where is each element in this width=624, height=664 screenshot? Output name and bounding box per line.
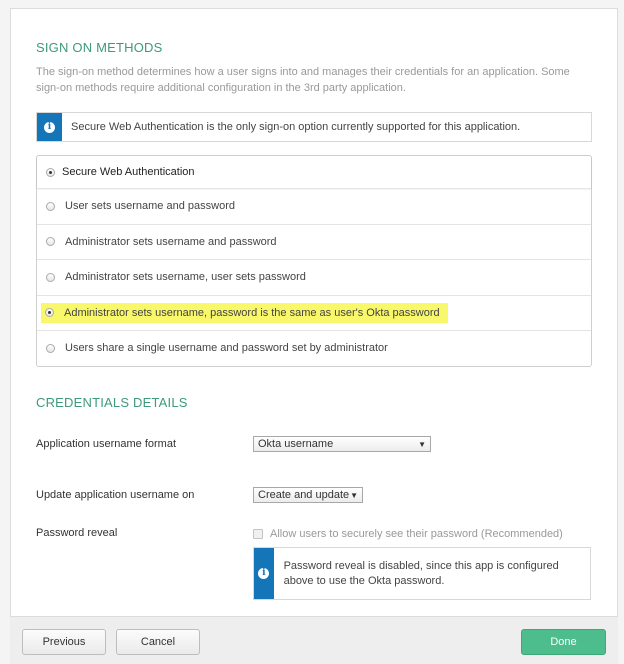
option-user-sets-credentials[interactable] — [37, 188, 591, 224]
sign-on-methods-heading: SIGN ON METHODS — [36, 40, 163, 55]
sign-on-description: The sign-on method determines how a user signs into and manages their credentials for an application. Some sign-on methods require additional configuration in the 3rd party application. — [36, 66, 570, 94]
update-on-value: Create and update — [258, 489, 350, 501]
radio-icon[interactable] — [46, 237, 55, 246]
credentials-details-heading: CREDENTIALS DETAILS — [36, 395, 188, 410]
option-label: User sets username and password — [65, 200, 235, 213]
info-icon-block — [37, 113, 62, 141]
option-admin-username-user-password[interactable] — [37, 259, 591, 295]
option-admin-sets-credentials[interactable] — [37, 224, 591, 260]
option-admin-username-okta-password[interactable] — [37, 295, 591, 331]
radio-icon[interactable] — [46, 344, 55, 353]
info-icon: i — [44, 122, 55, 133]
cancel-button[interactable]: Cancel — [116, 629, 200, 655]
app-settings-panel — [10, 8, 618, 616]
username-format-select[interactable] — [253, 436, 431, 452]
dropdown-caret-icon: ▼ — [350, 490, 358, 500]
wizard-footer — [10, 616, 618, 664]
option-label: Administrator sets username, password is the same as user's Okta password — [64, 306, 440, 319]
info-icon-block — [254, 548, 274, 599]
option-label: Users share a single username and password set by administrator — [65, 342, 388, 355]
password-reveal-checkbox-label: Allow users to securely see their password (Recommended) — [270, 528, 563, 540]
option-label: Secure Web Authentication — [62, 166, 195, 178]
info-icon: i — [258, 568, 269, 579]
dropdown-caret-icon: ▼ — [418, 439, 426, 449]
option-secure-web-authentication[interactable] — [37, 156, 591, 188]
highlighted-option — [41, 303, 448, 323]
username-format-value: Okta username — [258, 438, 334, 450]
password-reveal-notice — [253, 547, 591, 600]
update-on-label: Update application username on — [36, 489, 195, 501]
password-reveal-label: Password reveal — [36, 527, 118, 539]
previous-button[interactable]: Previous — [22, 629, 106, 655]
checkbox-icon[interactable] — [253, 529, 263, 539]
done-button[interactable]: Done — [521, 629, 606, 655]
password-reveal-notice-text: Password reveal is disabled, since this app is configured above to use the Okta password. — [283, 559, 559, 587]
update-on-select[interactable] — [253, 487, 363, 503]
password-reveal-checkbox-row — [253, 528, 563, 540]
option-label: Administrator sets username and password — [65, 235, 277, 248]
sign-on-notice-text: Secure Web Authentication is the only sign-on option currently supported for this application. — [71, 121, 521, 133]
option-shared-credentials[interactable] — [37, 330, 591, 366]
sign-on-options-list — [36, 155, 592, 367]
radio-icon[interactable] — [46, 273, 55, 282]
username-format-label: Application username format — [36, 438, 177, 450]
sign-on-notice — [36, 112, 592, 142]
option-label: Administrator sets username, user sets password — [65, 271, 306, 284]
radio-icon[interactable] — [45, 308, 54, 317]
radio-icon[interactable] — [46, 202, 55, 211]
radio-icon[interactable] — [46, 168, 55, 177]
